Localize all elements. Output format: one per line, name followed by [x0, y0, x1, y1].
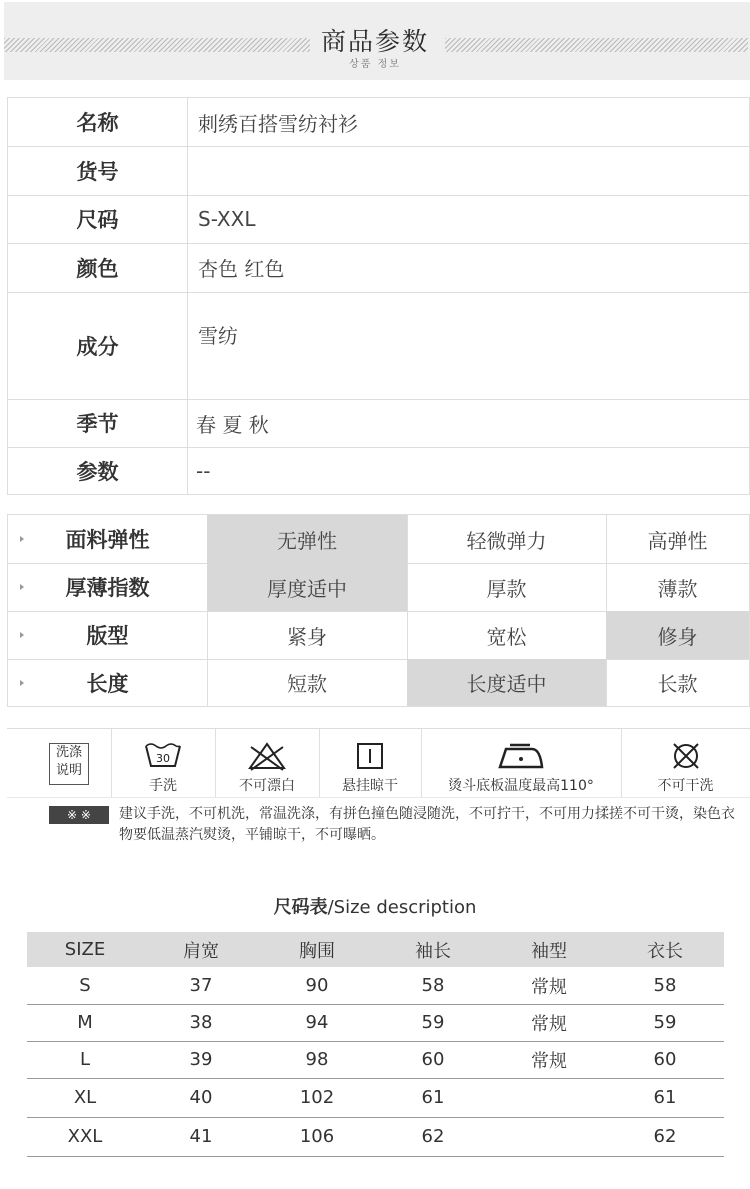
hand-wash-label: 手洗	[149, 778, 177, 794]
hang-dry-label: 悬挂晾干	[342, 778, 398, 794]
table-row	[27, 1117, 724, 1157]
table-cell: 58	[421, 975, 445, 996]
no-dry-clean-label: 不可干洗	[657, 778, 714, 794]
hang-dry-icon	[355, 741, 385, 771]
hang-dry-cell	[319, 729, 422, 797]
attribute-option: 薄款	[657, 576, 698, 601]
table-cell: 62	[421, 1126, 445, 1147]
no-dry-clean-cell	[621, 729, 750, 797]
care-note-text: 建议手洗，不可机洗，常温洗涤，有拼色撞色随浸随洗，不可拧干，不可用力揉搓不可干烫，染色衣物要低温蒸汽熨烫，平铺晾干，不可曝晒。	[119, 806, 735, 843]
param-value: 杏色 红色	[198, 257, 285, 281]
param-row-season	[8, 399, 749, 448]
attribute-label: 厚薄指数	[8, 563, 208, 611]
care-note-row	[7, 797, 750, 862]
header-cell: 肩宽	[183, 940, 219, 962]
header-cell: 衣长	[647, 940, 683, 962]
header-cell: 袖型	[531, 940, 567, 962]
header-title: 商品参数	[320, 27, 429, 56]
attribute-option: 厚款	[407, 563, 607, 611]
table-cell: 59	[421, 1012, 445, 1033]
table-cell: 98	[305, 1049, 329, 1070]
attribute-grid	[7, 514, 750, 707]
param-row-size	[8, 195, 749, 244]
table-cell: XXL	[67, 1126, 103, 1147]
attribute-label: 面料弹性	[8, 515, 208, 563]
param-value: S-XXL	[198, 207, 256, 231]
attribute-option-selected: 无弹性	[207, 515, 408, 563]
attribute-option: 宽松	[407, 611, 607, 659]
header-stripe-right	[445, 38, 748, 52]
table-cell: XL	[73, 1087, 97, 1108]
param-value: --	[196, 458, 211, 483]
header-subtitle: 상품 정보	[349, 59, 401, 70]
table-row	[27, 967, 724, 1005]
hand-wash-30-icon	[143, 741, 183, 771]
table-cell	[491, 1117, 607, 1156]
no-bleach-icon	[245, 741, 289, 771]
param-value: 春 夏 秋	[196, 412, 269, 437]
table-cell: 39	[189, 1049, 213, 1070]
iron-cell	[421, 729, 622, 797]
table-cell: S	[79, 975, 91, 996]
product-params-table	[7, 97, 750, 495]
size-chart-title: 尺码表/Size description	[273, 897, 477, 918]
table-row	[27, 1004, 724, 1042]
param-label: 名称	[8, 98, 188, 146]
table-cell: 102	[299, 1087, 335, 1108]
table-cell: 60	[653, 1049, 677, 1070]
param-value: 雪纺	[198, 324, 238, 348]
param-row-color	[8, 243, 749, 293]
table-cell: 61	[421, 1087, 445, 1108]
table-cell: 常规	[531, 1050, 567, 1072]
table-row	[27, 1078, 724, 1118]
header-cell: 袖长	[415, 940, 451, 962]
param-row-sku	[8, 146, 749, 196]
attribute-option: 高弹性	[647, 528, 708, 553]
table-cell: 61	[653, 1087, 677, 1108]
iron-label: 烫斗底板温度最高110°	[448, 778, 594, 794]
table-row	[27, 1041, 724, 1079]
table-cell: 90	[305, 975, 329, 996]
param-label: 尺码	[8, 195, 188, 243]
table-cell: L	[79, 1049, 91, 1070]
table-cell: 38	[189, 1012, 213, 1033]
table-cell: 41	[189, 1126, 213, 1147]
wash-instructions-cell	[7, 729, 112, 797]
bullet-icon	[20, 680, 24, 686]
size-chart-header	[27, 932, 724, 967]
header-stripe-left	[4, 38, 310, 52]
bullet-icon	[20, 632, 24, 638]
table-cell: 62	[653, 1126, 677, 1147]
attribute-row-fit	[8, 611, 749, 660]
attribute-option-selected: 修身	[606, 611, 749, 659]
bullet-icon	[20, 584, 24, 590]
care-icons-row	[7, 729, 750, 797]
table-cell: 37	[189, 975, 213, 996]
attribute-option-selected: 长度适中	[407, 659, 607, 706]
attribute-row-length	[8, 659, 749, 706]
table-cell: 60	[421, 1049, 445, 1070]
no-bleach-label: 不可漂白	[239, 778, 295, 794]
param-label: 货号	[8, 146, 188, 195]
attribute-option: 短款	[207, 659, 408, 706]
param-row-params	[8, 447, 749, 494]
attribute-option: 紧身	[207, 611, 408, 659]
table-cell: M	[77, 1012, 93, 1033]
svg-text:30: 30	[156, 752, 170, 765]
param-label: 颜色	[8, 243, 188, 292]
attribute-option: 轻微弹力	[407, 515, 607, 563]
param-value: 刺绣百搭雪纺衬衫	[198, 111, 358, 136]
param-label: 季节	[8, 399, 188, 447]
note-badge: ※ ※	[49, 806, 109, 824]
table-cell	[491, 1078, 607, 1117]
param-row-material	[8, 292, 749, 400]
iron-icon	[496, 741, 546, 771]
attribute-option: 长款	[657, 672, 698, 696]
bullet-icon	[20, 536, 24, 542]
header-cell: 胸围	[299, 940, 335, 962]
param-row-name	[8, 98, 749, 147]
table-cell: 94	[305, 1012, 329, 1033]
table-cell: 106	[299, 1126, 335, 1147]
table-cell: 常规	[531, 976, 567, 998]
attribute-label: 长度	[8, 659, 208, 706]
header-cell: SIZE	[64, 939, 106, 960]
no-bleach-cell	[215, 729, 320, 797]
param-label: 参数	[8, 447, 188, 494]
hand-wash-cell	[111, 729, 216, 797]
attribute-row-elasticity	[8, 515, 749, 564]
table-cell: 59	[653, 1012, 677, 1033]
care-instructions	[7, 728, 750, 860]
param-label: 成分	[8, 292, 188, 399]
attribute-label: 版型	[8, 611, 208, 659]
table-cell: 58	[653, 975, 677, 996]
attribute-row-thickness	[8, 563, 749, 612]
table-cell: 常规	[531, 1013, 567, 1035]
table-cell: 40	[189, 1087, 213, 1108]
attribute-option-selected: 厚度适中	[207, 563, 408, 611]
wash-instructions-label: 洗涤说明	[49, 743, 89, 785]
no-dry-clean-icon	[670, 741, 702, 771]
